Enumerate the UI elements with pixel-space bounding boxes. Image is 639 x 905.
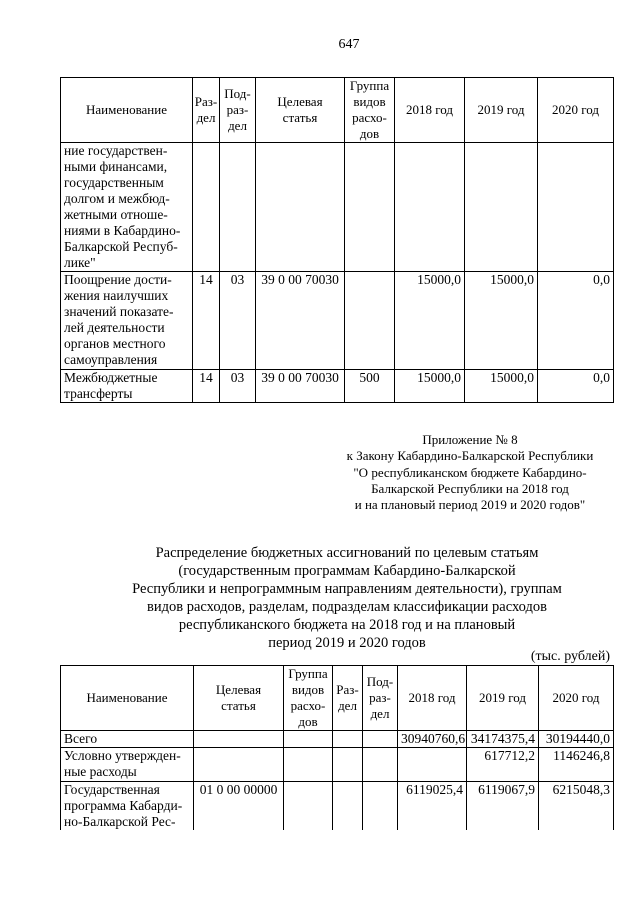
- header-2018: 2018 год: [398, 666, 467, 731]
- cell-2018: [398, 748, 467, 782]
- cell-section: [333, 782, 363, 831]
- cell-target-article: 39 0 00 70030: [256, 370, 345, 403]
- cell-2018: 15000,0: [395, 370, 465, 403]
- cell-2019: [465, 143, 538, 272]
- cell-subsection: [363, 731, 398, 748]
- cell-2020: 0,0: [538, 272, 614, 370]
- cell-2020: [538, 143, 614, 272]
- cell-subsection: [363, 748, 398, 782]
- header-2020: 2020 год: [539, 666, 614, 731]
- cell-name: Условно утвержден- ные расходы: [61, 748, 194, 782]
- header-target-article: Целевая статья: [194, 666, 284, 731]
- header-target-article: Целевая статья: [256, 78, 345, 143]
- header-section: Раз- дел: [193, 78, 220, 143]
- table-row: [61, 143, 614, 272]
- cell-name: ние государствен- ными финансами, государственным долгом и межбюд- жетными отноше- ниями в Кабардино- Балкарской Респуб- лике": [61, 143, 193, 272]
- document-title: [60, 544, 634, 652]
- header-section: Раз- дел: [333, 666, 363, 731]
- cell-2020: 6215048,3: [539, 782, 614, 831]
- appendix-line: и на плановый период 2019 и 2020 годов": [354, 497, 586, 512]
- cell-expense-group: [284, 731, 333, 748]
- title-line: республиканского бюджета на 2018 год и на плановый: [178, 617, 516, 633]
- cell-section: 14: [193, 370, 220, 403]
- budget-allocation-table: [60, 665, 614, 830]
- table-row-total: [61, 731, 614, 748]
- cell-target-article: 01 0 00 00000: [194, 782, 284, 831]
- cell-subsection: [363, 782, 398, 831]
- cell-2019: 15000,0: [465, 370, 538, 403]
- cell-section: [193, 143, 220, 272]
- cell-subsection: 03: [220, 370, 256, 403]
- cell-2018: 30940760,6: [398, 731, 467, 748]
- cell-target-article: [194, 731, 284, 748]
- cell-subsection: 03: [220, 272, 256, 370]
- header-name: Наименование: [61, 666, 194, 731]
- header-2019: 2019 год: [467, 666, 539, 731]
- cell-expense-group: [345, 272, 395, 370]
- cell-2018: [395, 143, 465, 272]
- appendix-block: [335, 432, 605, 513]
- table-header-row: [61, 666, 614, 731]
- cell-target-article: [256, 143, 345, 272]
- header-expense-group: Группа видов расхо- дов: [345, 78, 395, 143]
- appendix-line: Приложение № 8: [422, 432, 518, 447]
- cell-target-article: [194, 748, 284, 782]
- header-2018: 2018 год: [395, 78, 465, 143]
- title-line: (государственным программам Кабардино-Балкарской: [178, 563, 516, 579]
- cell-expense-group: [284, 748, 333, 782]
- units-label: (тыс. рублей): [530, 649, 610, 664]
- appendix-line: Балкарской Республики на 2018 год: [371, 480, 569, 496]
- cell-2020: 30194440,0: [539, 731, 614, 748]
- table-row: [61, 272, 614, 370]
- table-row: [61, 748, 614, 782]
- table-header-row: [61, 78, 614, 143]
- title-line: Распределение бюджетных ассигнований по целевым статьям: [155, 545, 539, 561]
- cell-name: Поощрение дости- жения наилучших значений показате- лей деятельности органов местного самоуправления: [61, 272, 193, 370]
- cell-section: [333, 731, 363, 748]
- cell-section: [333, 748, 363, 782]
- header-2019: 2019 год: [465, 78, 538, 143]
- cell-2020: 1146246,8: [539, 748, 614, 782]
- cell-expense-group: [284, 782, 333, 831]
- cell-name: Всего: [61, 731, 194, 748]
- cell-expense-group: 500: [345, 370, 395, 403]
- header-name: Наименование: [61, 78, 193, 143]
- title-line: период 2019 и 2020 годов: [268, 635, 426, 651]
- cell-2018: 15000,0: [395, 272, 465, 370]
- cell-section: 14: [193, 272, 220, 370]
- header-2020: 2020 год: [538, 78, 614, 143]
- cell-2018: 6119025,4: [398, 782, 467, 831]
- header-subsection: Под- раз- дел: [220, 78, 256, 143]
- cell-name: Межбюджетные трансферты: [61, 370, 193, 403]
- table-row: [61, 782, 614, 831]
- title-line: видов расходов, разделам, подразделам классификации расходов: [147, 599, 547, 615]
- cell-subsection: [220, 143, 256, 272]
- cell-2019: 6119067,9: [467, 782, 539, 831]
- cell-expense-group: [345, 143, 395, 272]
- appendix-line: "О республиканском бюджете Кабардино-: [353, 464, 587, 480]
- budget-table-continued: [60, 77, 614, 403]
- cell-target-article: 39 0 00 70030: [256, 272, 345, 370]
- table-row: [61, 370, 614, 403]
- cell-name: Государственная программа Кабарди- но-Балкарской Рес-: [61, 782, 194, 831]
- cell-2019: 34174375,4: [467, 731, 539, 748]
- header-subsection: Под- раз- дел: [363, 666, 398, 731]
- title-line: Республики и непрограммным направлениям деятельности), группам: [132, 581, 562, 597]
- cell-2019: 15000,0: [465, 272, 538, 370]
- page-number: 647: [338, 37, 360, 52]
- cell-2020: 0,0: [538, 370, 614, 403]
- cell-2019: 617712,2: [467, 748, 539, 782]
- appendix-line: к Закону Кабардино-Балкарской Республики: [346, 448, 594, 464]
- header-expense-group: Группа видов расхо- дов: [284, 666, 333, 731]
